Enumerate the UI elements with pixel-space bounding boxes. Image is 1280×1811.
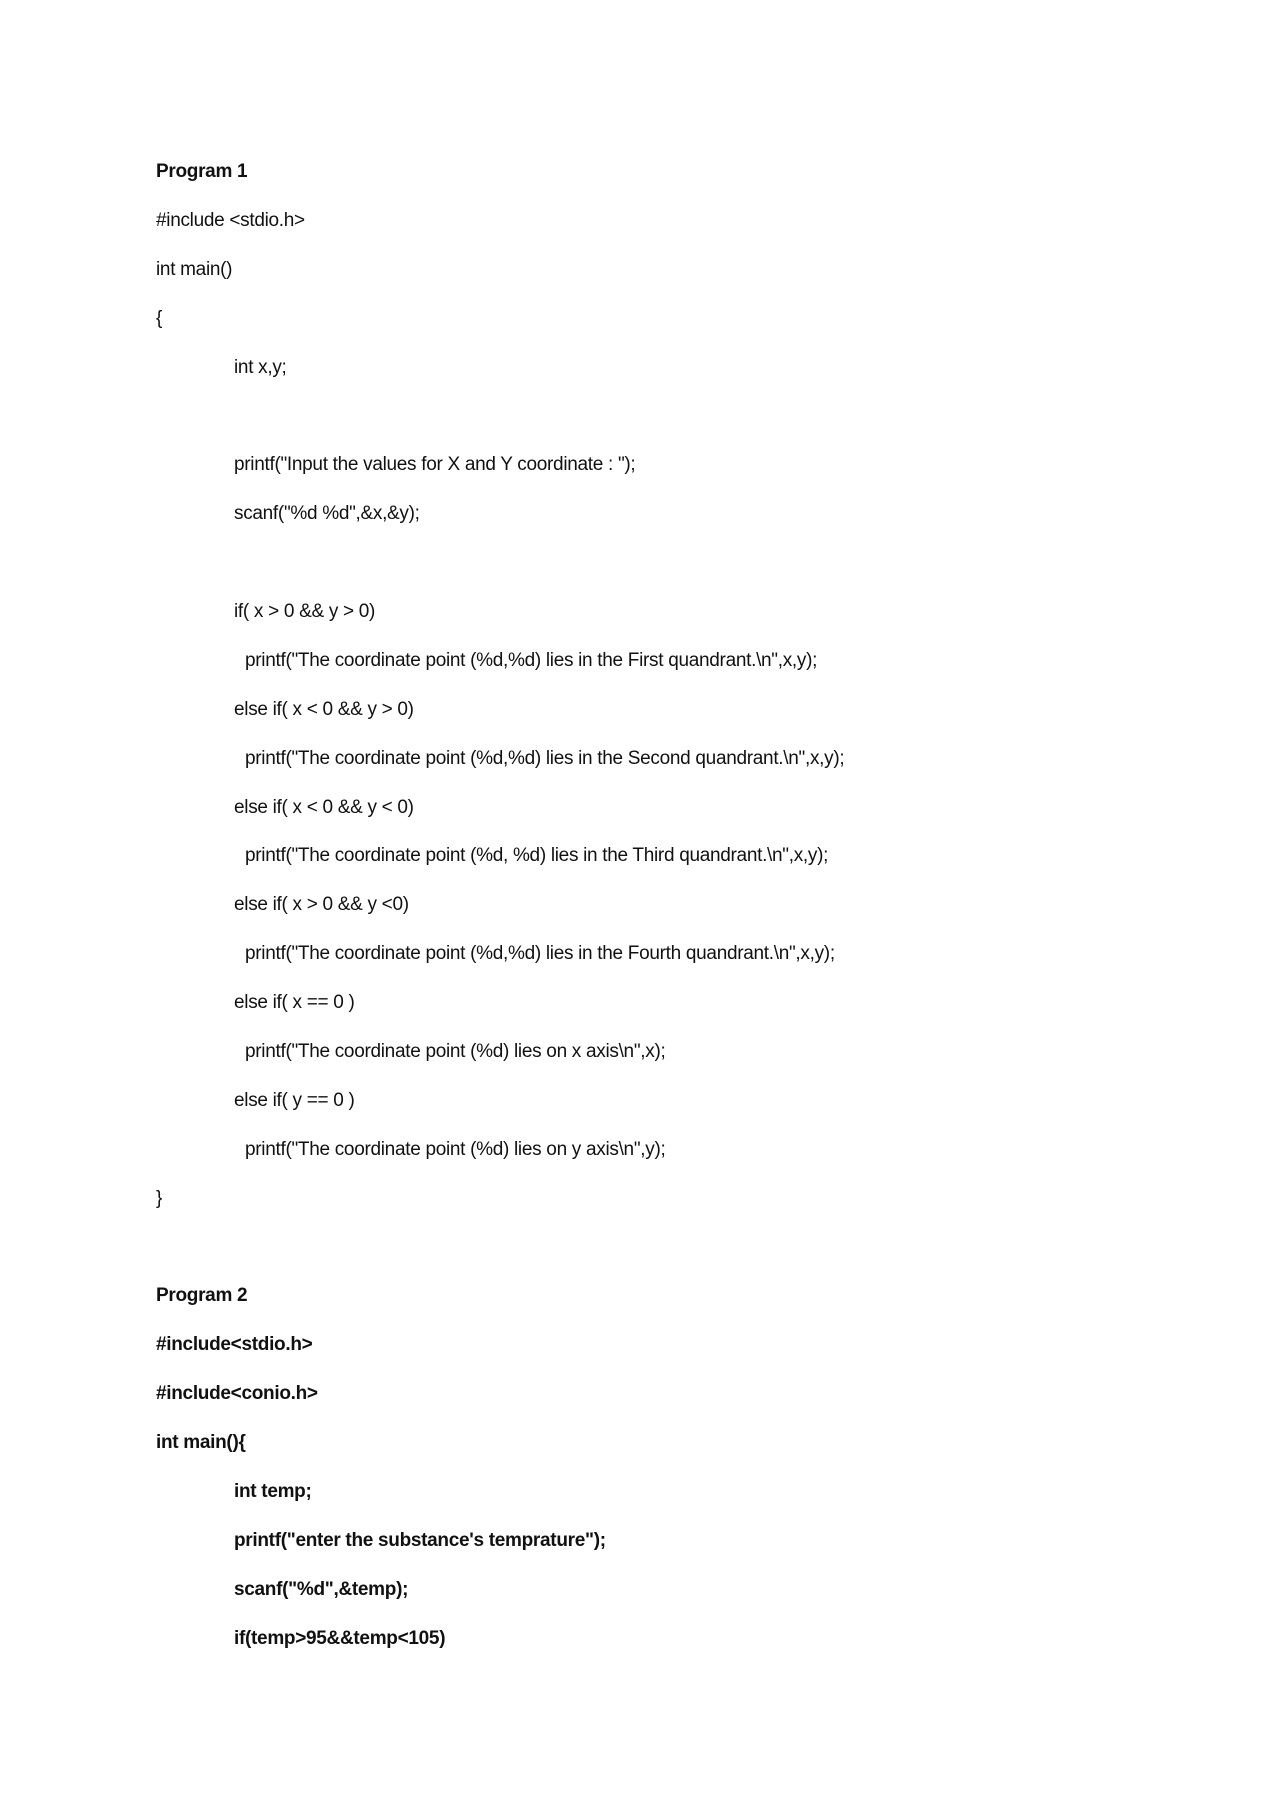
code-line: #include<conio.h> — [156, 1383, 318, 1405]
blank-line — [156, 392, 1156, 441]
blank-line — [156, 1224, 1156, 1273]
code-line: int main(){ — [156, 1432, 246, 1454]
code-line: } — [156, 1187, 163, 1209]
code-line: if( x > 0 && y > 0) — [234, 601, 376, 623]
section-heading: Program 2 — [156, 1285, 248, 1307]
code-line: printf("The coordinate point (%d,%d) lies in the Second quandrant.\n",x,y); — [245, 747, 845, 769]
code-line: scanf("%d",&temp); — [234, 1578, 409, 1600]
code-line: printf("Input the values for X and Y coordinate : "); — [234, 454, 636, 476]
code-line: int temp; — [234, 1481, 312, 1503]
code-line: printf("The coordinate point (%d, %d) lies in the Third quandrant.\n",x,y); — [245, 845, 829, 867]
code-line: printf("The coordinate point (%d,%d) lies in the First quandrant.\n",x,y); — [245, 649, 818, 671]
code-line: #include <stdio.h> — [156, 209, 305, 231]
code-line: else if( x < 0 && y < 0) — [234, 796, 414, 818]
blank-line — [156, 539, 1156, 588]
code-line: printf("The coordinate point (%d) lies on x axis\n",x); — [245, 1041, 666, 1063]
code-line: scanf("%d %d",&x,&y); — [234, 503, 420, 525]
document-body — [156, 148, 1156, 1664]
code-line: else if( x < 0 && y > 0) — [234, 698, 414, 720]
code-line: else if( x > 0 && y <0) — [234, 894, 409, 916]
code-line: printf("enter the substance's temprature"); — [234, 1529, 606, 1551]
code-line: int main() — [156, 258, 233, 280]
code-line: else if( x == 0 ) — [234, 992, 355, 1014]
section-heading: Program 1 — [156, 161, 248, 182]
code-line: printf("The coordinate point (%d) lies on y axis\n",y); — [245, 1138, 666, 1160]
code-line: { — [156, 307, 163, 329]
code-line: if(temp>95&&temp<105) — [234, 1627, 446, 1649]
code-line: printf("The coordinate point (%d,%d) lies in the Fourth quandrant.\n",x,y); — [245, 943, 835, 965]
code-line: int x,y; — [234, 356, 287, 378]
code-line: else if( y == 0 ) — [234, 1089, 355, 1111]
code-line: #include<stdio.h> — [156, 1334, 313, 1356]
